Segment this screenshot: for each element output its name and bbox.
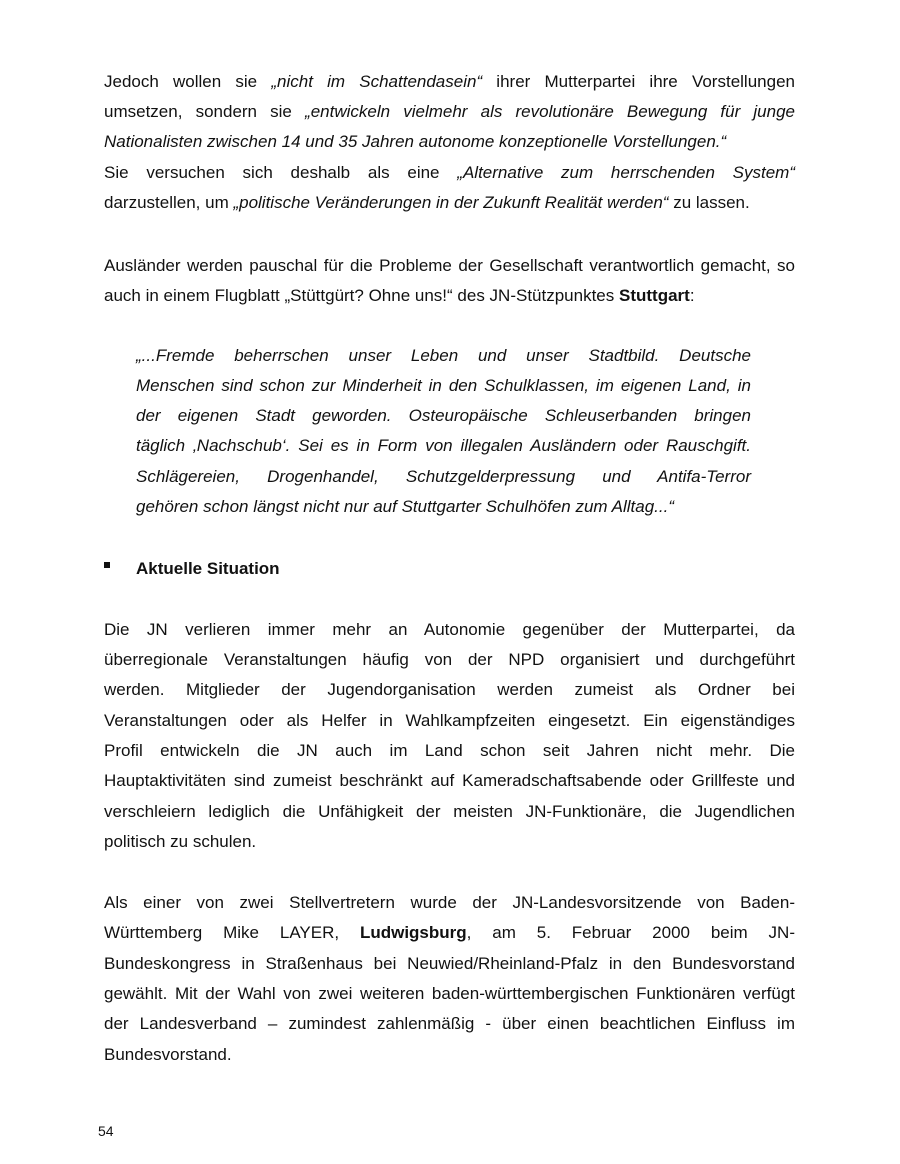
- paragraph-4-line-5: der Landesverband – zumindest zahlenmäßig - über einen beachtlichen Einfluss im: [104, 1014, 795, 1033]
- paragraph-3-line-6: Hauptaktivitäten sind zumeist beschränkt auf Kameradschaftsabende oder Grillfeste und: [104, 771, 795, 790]
- paragraph-1-line-1: Jedoch wollen sie „nicht im Schattendasein“ ihrer Mutterpartei ihre Vorstellungen: [104, 72, 795, 91]
- quote-line-1: „...Fremde beherrschen unser Leben und unser Stadtbild. Deutsche: [136, 346, 751, 365]
- paragraph-3-line-8: politisch zu schulen.: [104, 832, 257, 851]
- quote-line-5: Schlägereien, Drogenhandel, Schutzgelderpressung und Antifa-Terror: [136, 467, 751, 486]
- paragraph-4-line-4: gewählt. Mit der Wahl von zwei weiteren baden-württembergischen Funktionären verfügt: [104, 984, 795, 1003]
- paragraph-4-line-6: Bundesvorstand.: [104, 1045, 232, 1064]
- paragraph-4-line-1: Als einer von zwei Stellvertretern wurde der JN-Landesvorsitzende von Baden-: [104, 893, 795, 912]
- paragraph-4-line-2: Württemberg Mike LAYER, Ludwigsburg, am 5. Februar 2000 beim JN-: [104, 923, 795, 942]
- paragraph-1-line-4: Sie versuchen sich deshalb als eine „Alternative zum herrschenden System“: [104, 163, 796, 182]
- paragraph-3-line-1: Die JN verlieren immer mehr an Autonomie gegenüber der Mutterpartei, da: [104, 620, 795, 639]
- paragraph-3-line-3: werden. Mitglieder der Jugendorganisation werden zumeist als Ordner bei: [104, 680, 795, 699]
- paragraph-4-line-3: Bundeskongress in Straßenhaus bei Neuwied/Rheinland-Pfalz in den Bundesvorstand: [104, 954, 795, 973]
- section-heading: Aktuelle Situation: [136, 559, 280, 578]
- paragraph-3-line-2: überregionale Veranstaltungen häufig von der NPD organisiert und durchgeführt: [104, 650, 795, 669]
- paragraph-3-line-5: Profil entwickeln die JN auch im Land schon seit Jahren nicht mehr. Die: [104, 741, 795, 760]
- quote-line-2: Menschen sind schon zur Minderheit in den Schulklassen, im eigenen Land, in: [136, 376, 751, 395]
- quote-line-3: der eigenen Stadt geworden. Osteuropäische Schleuserbanden bringen: [136, 406, 751, 425]
- paragraph-1-line-5: darzustellen, um „politische Veränderungen in der Zukunft Realität werden“ zu lassen.: [104, 193, 750, 212]
- paragraph-3-line-7: verschleiern lediglich die Unfähigkeit der meisten JN-Funktionäre, die Jugendlichen: [104, 802, 795, 821]
- paragraph-1-line-3: Nationalisten zwischen 14 und 35 Jahren autonome konzeptionelle Vorstellungen.“: [104, 132, 727, 151]
- paragraph-1-line-2: umsetzen, sondern sie „entwickeln vielmehr als revolutionäre Bewegung für junge: [104, 102, 796, 121]
- quote-line-4: täglich ‚Nachschub‘. Sei es in Form von illegalen Ausländern oder Rauschgift.: [136, 436, 751, 455]
- paragraph-3-line-4: Veranstaltungen oder als Helfer in Wahlkampfzeiten eingesetzt. Ein eigenständiges: [104, 711, 795, 730]
- quote-line-6: gehören schon längst nicht nur auf Stuttgarter Schulhöfen zum Alltag...“: [136, 497, 675, 516]
- bullet-icon: [104, 562, 110, 568]
- paragraph-2-line-1: Ausländer werden pauschal für die Probleme der Gesellschaft verantwortlich gemacht, so: [104, 256, 795, 275]
- page-number: 54: [98, 1123, 114, 1139]
- paragraph-2-line-2: auch in einem Flugblatt „Stüttgürt? Ohne uns!“ des JN-Stützpunktes Stuttgart:: [104, 286, 695, 305]
